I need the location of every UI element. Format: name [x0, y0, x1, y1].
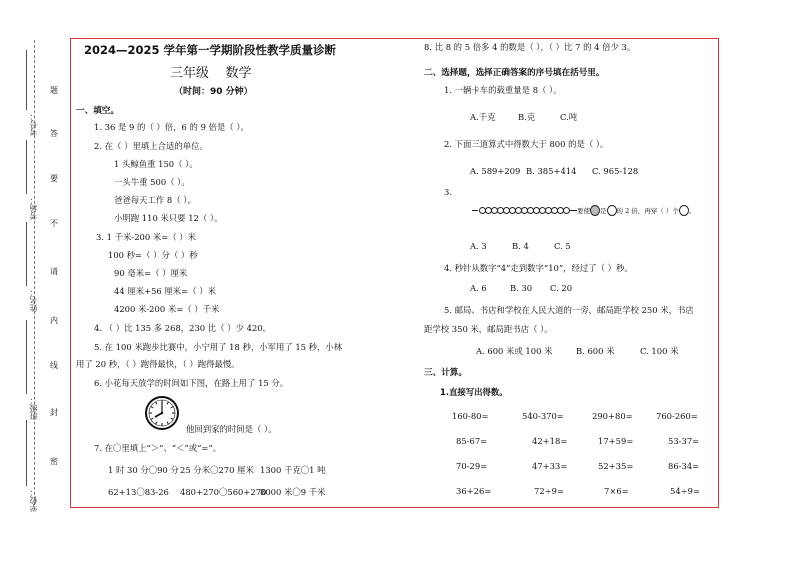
seal-char: 封 [50, 408, 58, 417]
calc-item: 36+26= [456, 486, 492, 496]
fill-line [26, 420, 27, 486]
question-8: 8. 比 8 的 5 倍多 4 的数是（ ），（ ）比 7 的 4 倍少 3。 [424, 42, 636, 52]
question-5: 5. 在 100 米跑步比赛中，小宁用了 18 秒，小军用了 15 秒，小林 [94, 342, 343, 352]
hollow-bead-icon [679, 205, 689, 216]
section-3-heading: 三、计算。 [424, 368, 467, 378]
choice-option: C.吨 [560, 112, 578, 122]
question-3-item: 44 厘米+56 厘米=（ ）米 [114, 286, 216, 296]
calc-item: 85-67= [456, 436, 488, 446]
choice-option: B. 385+414 [526, 166, 577, 176]
choice-option: A. 6 [470, 283, 487, 293]
string-line [569, 210, 577, 211]
section-1-heading: 一、填空。 [76, 106, 119, 116]
choice-option: A. 3 [470, 241, 487, 251]
choice-question-4: 4. 秒针从数字“4”走到数字“10”，经过了（ ）秒。 [444, 263, 633, 273]
calc-item: 17+59= [598, 436, 634, 446]
choice-question-3: 3. [444, 187, 452, 197]
seal-char: 不 [50, 219, 58, 228]
choice-option: B. 4 [512, 241, 529, 251]
seal-char: 答 [50, 129, 58, 138]
calc-item: 72÷9= [534, 486, 565, 496]
question-7: 7. 在〇里填上“＞”、“＜”或“=”。 [94, 443, 222, 453]
label-class: 班级： [29, 396, 38, 420]
choice-question-1: 1. 一辆卡车的载重量是 8（ ）。 [444, 85, 562, 95]
calc-subheading: 1.直接写出得数。 [440, 387, 508, 397]
question-6-answer: 他回到家的时间是（ ）。 [186, 424, 277, 434]
question-2-item: 一头牛重 500（ ）。 [114, 177, 190, 187]
exam-time: （时间：90 分钟） [174, 87, 253, 97]
compare-item: 1300 千克〇1 吨 [260, 465, 326, 475]
label-name: 姓名： [29, 288, 38, 312]
label-exam-room: 考场： [29, 196, 38, 220]
seal-char: 题 [50, 86, 58, 95]
calc-item: 54÷9= [670, 486, 701, 496]
question-2-item: 1 头鲸鱼重 150（ ）。 [114, 159, 198, 169]
bead-string-figure: 要使 是 的 2 倍，再穿（ ）个 。 [472, 205, 695, 216]
seal-char: 密 [50, 457, 58, 466]
compare-item: 25 分米〇270 厘米 [180, 465, 254, 475]
exam-title: 2024—2025 学年第一学期阶段性教学质量诊断 [84, 43, 337, 57]
calc-item: 7×6= [604, 486, 629, 496]
fill-line [26, 140, 27, 194]
seal-char: 请 [50, 267, 58, 276]
question-2: 2. 在（ ）里填上合适的单位。 [94, 141, 208, 151]
bead-text: 是 [600, 207, 607, 215]
calc-item: 160-80= [452, 411, 489, 421]
question-3-item: 90 毫米=（ ）厘米 [114, 268, 188, 278]
calc-item: 760-260= [656, 411, 698, 421]
choice-option: C. 965-128 [592, 166, 639, 176]
question-3-item: 100 秒=（ ）分（ ）秒 [108, 250, 198, 260]
choice-option: B.克 [518, 112, 536, 122]
calc-item: 86-34= [668, 461, 700, 471]
choice-option: A.千克 [470, 112, 496, 122]
compare-item: 8000 米〇9 千米 [260, 487, 326, 497]
question-3-item: 4200 米-200 米=（ ）千米 [114, 304, 220, 314]
bead-row [479, 207, 569, 214]
choice-question-5-cont: 距学校 350 米，邮局距书店（ ）。 [424, 324, 553, 334]
compare-item: 1 时 30 分〇90 分 [108, 465, 179, 475]
seal-char: 要 [50, 174, 58, 183]
calc-item: 52+35= [598, 461, 634, 471]
label-exam-no: 考号： [29, 112, 38, 136]
section-2-heading: 二、选择题，选择正确答案的序号填在括号里。 [424, 68, 605, 78]
question-4: 4. （ ）比 135 多 268，230 比（ ）少 420。 [94, 323, 271, 333]
question-1: 1. 36 是 9 的（ ）倍，6 的 9 倍是（ ）。 [94, 122, 249, 132]
seal-char: 线 [50, 361, 58, 370]
question-3: 3. 1 千米-200 米=（ ）米 [96, 232, 197, 242]
fill-line [26, 50, 27, 110]
compare-item: 62+13〇83-26 [108, 487, 169, 497]
choice-question-2: 2. 下面三道算式中得数大于 800 的是（ ）。 [444, 139, 609, 149]
choice-option: A. 600 米或 100 米 [476, 346, 553, 356]
shaded-bead-icon [590, 205, 600, 216]
question-6: 6. 小花每天放学的时间如下图，在路上用了 15 分。 [94, 378, 289, 388]
choice-option: A. 589+209 [470, 166, 521, 176]
clock-icon [144, 395, 180, 431]
choice-option: C. 20 [550, 283, 573, 293]
question-5-cont: 用了 20 秒，（ ）跑得最快，（ ）跑得最慢。 [76, 359, 240, 369]
label-school: 学校： [29, 488, 38, 512]
hollow-bead-icon [607, 205, 617, 216]
bead-text: 的 2 倍，再穿（ ）个 [616, 207, 679, 215]
calc-item: 290+80= [592, 411, 633, 421]
binding-dashed-line [34, 40, 35, 510]
question-2-item: 小明跑 110 米只要 12（ ）。 [114, 213, 223, 223]
grade-subject: 三年级 数学 [170, 66, 252, 81]
string-line [472, 210, 478, 211]
calc-item: 42+18= [532, 436, 568, 446]
choice-question-5: 5. 邮局、书店和学校在人民大道的一旁，邮局距学校 250 米，书店 [444, 305, 694, 315]
fill-line [26, 222, 27, 286]
choice-option: B. 600 米 [576, 346, 615, 356]
choice-option: C. 5 [554, 241, 571, 251]
compare-item: 480+270〇560+270 [180, 487, 267, 497]
calc-item: 47+33= [532, 461, 568, 471]
seal-char: 内 [50, 316, 58, 325]
choice-option: B. 30 [510, 283, 533, 293]
question-2-item: 爸爸每天工作 8（ ）。 [114, 195, 196, 205]
bead-text: 要使 [577, 207, 590, 215]
choice-option: C. 100 米 [640, 346, 679, 356]
calc-item: 53-37= [668, 436, 700, 446]
calc-item: 70-29= [456, 461, 488, 471]
fill-line [26, 320, 27, 394]
calc-item: 540-370= [522, 411, 564, 421]
